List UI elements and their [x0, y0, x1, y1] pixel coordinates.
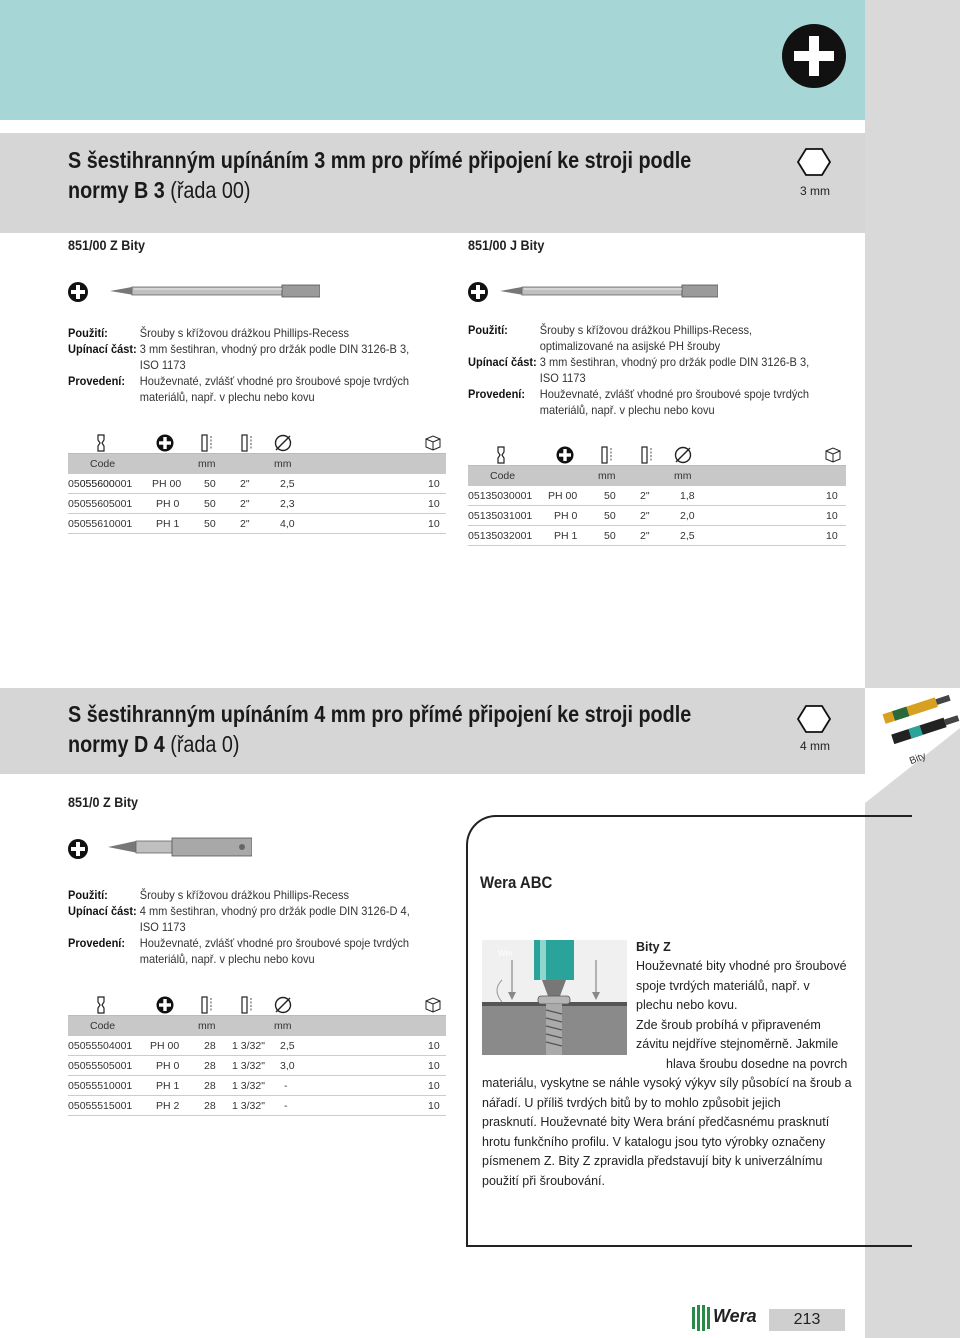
hex-shank-icon — [92, 996, 110, 1014]
table-row: 05055504001 PH 00 28 1 3/32" 2,5 10 — [68, 1036, 446, 1056]
length-icon — [198, 434, 216, 452]
table-icon-row — [68, 994, 446, 1016]
phillips-plus-icon — [68, 839, 88, 859]
abc-title: Wera ABC — [480, 873, 553, 892]
product-table — [468, 444, 846, 546]
hex-size-label: 3 mm — [800, 184, 830, 198]
table-icon-row — [468, 444, 846, 466]
section-header-4mm — [0, 688, 865, 774]
table-row: 05055610001 PH 1 50 2" 4,0 10 — [68, 514, 446, 534]
phillips-plus-icon — [68, 282, 88, 302]
diameter-icon — [674, 446, 692, 464]
hexagon-icon — [797, 704, 831, 734]
table-row: 05135032001 PH 1 50 2" 2,5 10 — [468, 526, 846, 546]
length-icon — [598, 446, 616, 464]
diameter-icon — [274, 996, 292, 1014]
table-header: Code mm mm — [68, 454, 446, 474]
table-row: 05055505001 PH 0 28 1 3/32" 3,0 10 — [68, 1056, 446, 1076]
wera-abc-box — [466, 815, 912, 1247]
image-label: Wm — [498, 949, 513, 958]
bit-image — [500, 284, 718, 298]
hex-shank-icon — [92, 434, 110, 452]
section-title: S šestihranným upínáním 3 mm pro přímé připojení ke stroji podle normy B 3 (řada 00) — [68, 147, 692, 203]
section-title: S šestihranným upínáním 4 mm pro přímé připojení ke stroji podle normy D 4 (řada 0) — [68, 701, 692, 757]
side-tab-label: Bity — [908, 750, 928, 768]
diameter-icon — [274, 434, 292, 452]
length-inch-icon — [238, 996, 256, 1014]
page-number: 213 — [769, 1309, 845, 1331]
abc-text-full: materiálu, vyskytne se náhle vysoký výkyv síly působící na šroub a nářadí. U příliš tvrdých bitů by to mohlo způsobit jejich prasknutí. Houževnaté bity Wera brání předčasnému prasknutí hrotu funkčního profilu. V katalogu jsou tyto výrobky označeny písmenem Z. Bity Z zpravidla představují bity k univerzálnímu použití při šroubování. — [482, 1076, 852, 1188]
bit-image — [108, 836, 252, 858]
package-box-icon — [424, 434, 442, 452]
product-description: Použití: Šrouby s křížovou drážkou Phillips-Recess Upínací část: 3 mm šestihran, vhodný pro držák podle DIN 3126-B 3, ISO 1173 Provedení: Houževnaté, zvlášť vhodné pro šroubové spoje tvrdých materiálů, např. v plechu nebo kovu — [68, 326, 410, 404]
product-title: 851/00 J Bity — [468, 237, 545, 253]
top-band — [0, 0, 865, 120]
hexagon-icon — [797, 147, 831, 177]
hex-size-label: 4 mm — [800, 739, 830, 753]
table-row: 05055510001 PH 1 28 1 3/32" - 10 — [68, 1076, 446, 1096]
length-icon — [198, 996, 216, 1014]
phillips-plus-icon — [156, 434, 174, 452]
table-icon-row — [68, 432, 446, 454]
product-title: 851/00 Z Bity — [68, 237, 146, 253]
length-inch-icon — [638, 446, 656, 464]
hex-shank-icon — [492, 446, 510, 464]
length-inch-icon — [238, 434, 256, 452]
table-row: 05055605001 PH 0 50 2" 2,3 10 — [68, 494, 446, 514]
abc-text-right: Houževnaté bity vhodné pro šroubové spoje tvrdých materiálů, např. v plechu nebo kovu. Zde šroub probíhá v připraveném závitu nejdříve stejnoměrně. Jakmile hlava šroubu dosedne na povrch — [636, 959, 848, 1071]
product-description: Použití: Šrouby s křížovou drážkou Phillips-Recess, optimalizované na asijské PH šrouby Upínací část: 3 mm šestihran, vhodný pro držák podle DIN 3126-B 3, ISO 1173 Provedení: Houževnaté, zvlášť vhodné pro šroubové spoje tvrdých materiálů, např. v plechu nebo kovu — [468, 323, 810, 417]
phillips-plus-icon — [782, 24, 846, 88]
package-box-icon — [824, 446, 842, 464]
abc-subtitle: Bity Z — [636, 940, 671, 954]
table-row: 05135031001 PH 0 50 2" 2,0 10 — [468, 506, 846, 526]
table-header: Code mm mm — [68, 1016, 446, 1036]
section-header-3mm — [0, 133, 865, 233]
product-description: Použití: Šrouby s křížovou drážkou Phillips-Recess Upínací část: 4 mm šestihran, vhodný pro držák podle DIN 3126-D 4, ISO 1173 Provedení: Houževnaté, zvlášť vhodné pro šroubové spoje tvrdých materiálů, např. v plechu nebo kovu — [68, 888, 410, 966]
product-table — [68, 432, 446, 534]
product-table — [68, 994, 446, 1116]
bit-image — [110, 284, 320, 298]
table-header: Code mm mm — [468, 466, 846, 486]
wera-logo-icon — [690, 1303, 712, 1333]
product-title: 851/0 Z Bity — [68, 794, 139, 810]
phillips-plus-icon — [556, 446, 574, 464]
phillips-plus-icon — [156, 996, 174, 1014]
phillips-plus-icon — [468, 282, 488, 302]
side-tab — [865, 688, 960, 803]
table-row: 05055600001 PH 00 50 2" 2,5 10 — [68, 474, 446, 494]
brand-name: Wera — [713, 1306, 757, 1326]
table-row: 05055515001 PH 2 28 1 3/32" - 10 — [68, 1096, 446, 1116]
package-box-icon — [424, 996, 442, 1014]
table-row: 05135030001 PH 00 50 2" 1,8 10 — [468, 486, 846, 506]
